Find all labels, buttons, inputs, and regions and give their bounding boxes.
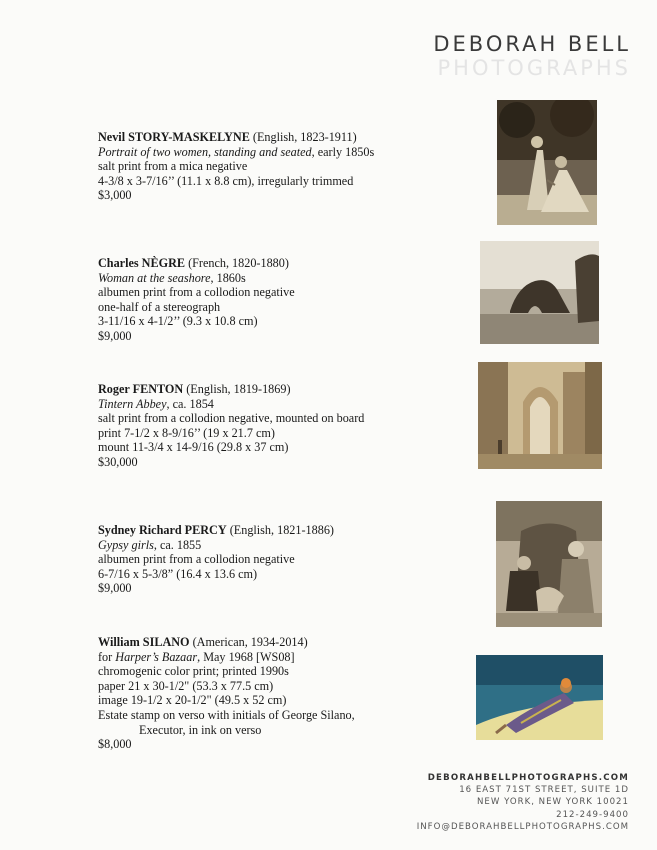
for-prefix: for	[98, 649, 116, 664]
address-line-1: 16 EAST 71ST STREET, SUITE 1D	[459, 785, 629, 796]
catalog-entry	[98, 635, 355, 752]
dimensions: 6-7/16 x 5-3/8” (16.4 x 13.6 cm)	[98, 566, 258, 581]
dimensions: 3-11/16 x 4-1/2’’ (9.3 x 10.8 cm)	[98, 314, 258, 329]
catalog-entry	[98, 382, 364, 470]
photo-thumbnail	[480, 241, 599, 344]
artist-bio: (French, 1820-1880)	[185, 256, 289, 270]
entry-heading	[98, 130, 374, 145]
medium: chromogenic color print; printed 1990s	[98, 664, 289, 679]
artist-name: Sydney Richard PERCY	[98, 523, 227, 537]
work-date: , early 1850s	[311, 144, 375, 159]
artist-name: Charles NÈGRE	[98, 256, 186, 270]
artist-name: William SILANO	[98, 635, 190, 649]
work-title-line	[98, 538, 334, 553]
work-title-line	[98, 271, 295, 286]
publication-suffix: , May 1968 [WS08]	[197, 649, 295, 664]
artist-bio: (English, 1819-1869)	[183, 382, 291, 396]
price: $9,000	[98, 328, 132, 343]
work-date: , ca. 1854	[166, 396, 214, 411]
photo-thumbnail	[496, 501, 602, 627]
work-date: , 1860s	[210, 270, 246, 285]
portrait-photo-image	[497, 100, 597, 225]
entry-heading	[98, 635, 355, 650]
artist-bio: (English, 1821-1886)	[226, 523, 334, 537]
photo-thumbnail	[476, 655, 603, 740]
medium: albumen print from a collodion negative	[98, 285, 295, 300]
provenance-note-continued: Executor, in ink on verso	[139, 722, 262, 737]
brand-header	[433, 34, 631, 79]
dimensions: 4-3/8 x 3-7/16’’ (11.1 x 8.8 cm), irregularly trimmed	[98, 173, 354, 188]
catalog-entry	[98, 523, 334, 596]
catalog-entry	[98, 130, 374, 203]
paper-dimensions: paper 21 x 30-1/2" (53.3 x 77.5 cm)	[98, 678, 274, 693]
medium: albumen print from a collodion negative	[98, 552, 295, 567]
medium: salt print from a mica negative	[98, 159, 248, 174]
format-note: one-half of a stereograph	[98, 299, 221, 314]
entry-heading	[98, 523, 334, 538]
medium: salt print from a collodion negative, mounted on board	[98, 411, 365, 426]
contact-info	[417, 772, 629, 833]
print-dimensions: print 7-1/2 x 8-9/16’’ (19 x 21.7 cm)	[98, 425, 275, 440]
photo-thumbnail	[478, 362, 602, 469]
entry-heading	[98, 256, 295, 271]
email-link[interactable]: INFO@DEBORAHBELLPHOTOGRAPHS.COM	[416, 821, 629, 832]
artist-name: Nevil STORY-MASKELYNE	[98, 130, 250, 144]
price: $30,000	[98, 454, 138, 469]
gypsy-girls-photo-image	[496, 501, 602, 627]
phone-number: 212-249-9400	[556, 809, 629, 820]
artist-name: Roger FENTON	[98, 382, 184, 396]
work-title: Portrait of two women, standing and seated	[98, 144, 312, 159]
provenance-note: Estate stamp on verso with initials of George Silano,	[98, 707, 355, 722]
brand-subtitle: PHOTOGRAPHS	[437, 56, 631, 80]
artist-bio: (American, 1934-2014)	[189, 635, 308, 649]
brand-name: DEBORAH BELL	[433, 32, 631, 56]
address-line-2: NEW YORK, NEW YORK 10021	[476, 797, 629, 808]
seashore-photo-image	[480, 241, 599, 344]
artist-bio: (English, 1823-1911)	[249, 130, 357, 144]
color-fashion-photo-image	[476, 655, 603, 740]
mount-dimensions: mount 11-3/4 x 14-9/16 (29.8 x 37 cm)	[98, 440, 289, 455]
work-title-line	[98, 145, 374, 160]
work-date: , ca. 1855	[153, 537, 202, 552]
price: $9,000	[98, 581, 132, 596]
work-title: Gypsy girls	[98, 537, 154, 552]
price: $8,000	[98, 737, 132, 752]
work-title: Woman at the seashore	[98, 270, 211, 285]
work-title-line	[98, 397, 364, 412]
catalog-entry	[98, 256, 295, 344]
publication-name: Harper’s Bazaar	[115, 649, 198, 664]
photo-thumbnail	[497, 100, 597, 225]
website-link[interactable]: DEBORAHBELLPHOTOGRAPHS.COM	[427, 773, 629, 783]
publication-line	[98, 650, 355, 665]
work-title: Tintern Abbey	[98, 396, 167, 411]
abbey-photo-image	[478, 362, 602, 469]
image-dimensions: image 19-1/2 x 20-1/2" (49.5 x 52 cm)	[98, 693, 287, 708]
price: $3,000	[98, 188, 132, 203]
entry-heading	[98, 382, 364, 397]
